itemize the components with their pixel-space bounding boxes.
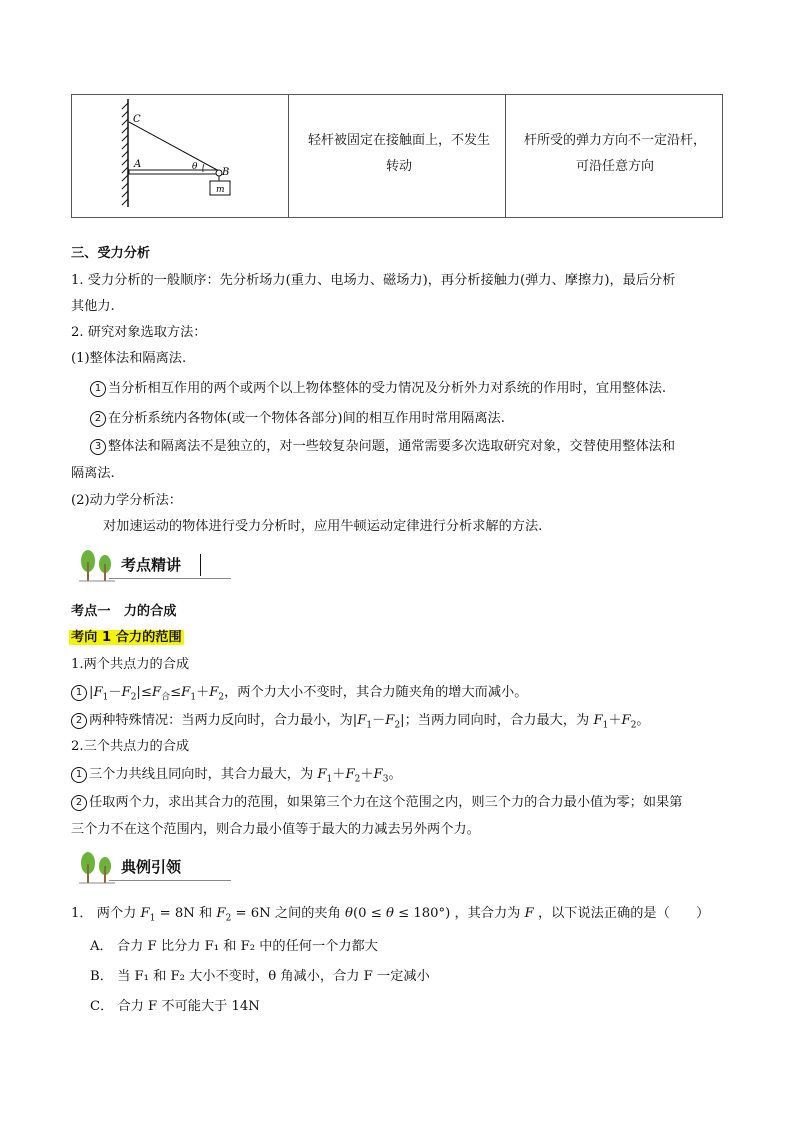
label-theta: θ [192, 162, 198, 172]
list-item-text: ，两个力大小不变时，其合力随夹角的增大而减小。 [224, 685, 528, 700]
paragraph-line: 隔离法. [71, 466, 115, 481]
list-item [90, 437, 675, 457]
section-underline [109, 880, 231, 881]
formula: $|F_1-F_2|\le F_合\le F_1+F_2$ [89, 685, 225, 703]
question-text: 之间的夹角 [274, 906, 341, 921]
rod-wall-figure [112, 95, 272, 217]
question-text: 和 [199, 906, 213, 921]
formula: $F_1+F_2$。 [593, 713, 650, 731]
list-item-text: ；当两力同向时，合力最大，为 [404, 713, 590, 728]
list-item-text: 任取两个力，求出其合力的范围，如果第三个力在这个范围之内，则三个力的合力最小值为零；如果第 [89, 795, 683, 810]
circled-number: 1 [71, 685, 87, 701]
option-a[interactable] [90, 937, 378, 957]
label-a: A [134, 159, 142, 170]
list-item [90, 379, 666, 399]
option-label: B． [90, 969, 113, 984]
topic-heading: 考点一 力的合成 [71, 604, 177, 619]
section-banner [73, 550, 213, 584]
list-item [71, 683, 527, 708]
cell-text-line: 杆所受的弹力方向不一定沿杆， [523, 133, 706, 148]
formula: θ(0 ≤ θ ≤ 180°) [345, 906, 451, 921]
text-cursor [200, 554, 201, 576]
list-item-text: 两种特殊情况：当两力反向时，合力最小，为 [89, 713, 353, 728]
question-text: 两个力 [96, 906, 137, 921]
paragraph-line: 1. 受力分析的一般顺序：先分析场力(重力、电场力、磁场力)，再分析接触力(弹力、摩擦力)，最后分析 [71, 273, 676, 288]
circled-number: 3 [90, 439, 106, 455]
formula: $F_1+F_2+F_3$。 [317, 767, 402, 785]
comparison-table-row [71, 94, 723, 218]
section-title: 典例引领 [121, 858, 182, 876]
circled-number: 1 [90, 381, 106, 397]
cell-text-line: 可沿任意方向 [575, 159, 654, 174]
circled-number: 1 [71, 767, 87, 783]
table-divider [505, 95, 506, 217]
list-item [90, 409, 505, 429]
option-label: A． [90, 939, 113, 954]
question-number: 1． [71, 906, 93, 921]
option-text: 合力 F 比分力 F₁ 和 F₂ 中的任何一个力都大 [116, 939, 378, 954]
list-item [71, 793, 682, 813]
formula: $F_2 = 6N$ [216, 906, 271, 924]
paragraph-line: 2. 研究对象选取方法： [71, 325, 207, 340]
cell-text-line: 轻杆被固定在接触面上，不发生 [307, 133, 490, 148]
paragraph-line: 1.两个共点力的合成 [71, 657, 190, 672]
list-item [71, 711, 650, 736]
label-c: C [133, 114, 141, 125]
circled-number: 2 [71, 713, 87, 729]
option-b[interactable] [90, 967, 430, 987]
circled-number: 2 [90, 411, 106, 427]
paragraph-line: 对加速运动的物体进行受力分析时，应用牛顿运动定律进行分析求解的方法. [103, 519, 543, 534]
option-text: 当 F₁ 和 F₂ 大小不变时，θ 角减小，合力 F 一定减小 [117, 969, 430, 984]
paragraph-line: 其他力. [71, 299, 115, 314]
label-b: B [222, 167, 230, 178]
list-item [71, 765, 402, 790]
paragraph-line: (2)动力学分析法： [71, 493, 182, 508]
list-item-text: 三个力共线且同向时，其合力最大，为 [89, 767, 314, 782]
label-m: m [216, 185, 225, 195]
option-text: 合力 F 不可能大于 14N [117, 999, 260, 1014]
cell-text-line: 转动 [385, 159, 412, 174]
question-stem [71, 904, 709, 929]
section-title: 考点精讲 [121, 556, 182, 574]
formula: $F_1 = 8N$ [140, 906, 195, 924]
paragraph-line: 三个力不在这个范围内，则合力最小值等于最大的力减去另外两个力。 [71, 822, 480, 837]
paragraph-line: 2.三个共点力的合成 [71, 739, 190, 754]
table-divider [288, 95, 289, 217]
circled-number: 2 [71, 795, 87, 811]
list-item-text: 在分析系统内各物体(或一个物体各部分)间的相互作用时常用隔离法. [108, 411, 505, 426]
list-item-text: 当分析相互作用的两个或两个以上物体整体的受力情况及分析外力对系统的作用时，宜用整体法. [108, 381, 667, 396]
highlighted-text: 考向 1 合力的范围 [71, 630, 182, 645]
table-cell-condition [299, 128, 499, 180]
question-text: ，其合力为 [454, 906, 521, 921]
direction-heading [69, 628, 184, 648]
question-text: ，以下说法正确的是（ ） [537, 906, 710, 921]
paragraph-line: (1)整体法和隔离法. [71, 351, 187, 366]
table-cell-feature [515, 128, 715, 180]
formula: F [524, 906, 534, 921]
formula: $|F_1-F_2|$ [352, 713, 405, 731]
section-heading: 三、受力分析 [71, 246, 151, 261]
option-c[interactable] [90, 997, 260, 1017]
list-item-text: 整体法和隔离法不是独立的，对一些较复杂问题，通常需要多次选取研究对象，交替使用整体法和 [108, 439, 676, 454]
section-underline [109, 578, 231, 579]
section-banner [73, 852, 233, 886]
option-label: C． [90, 999, 114, 1014]
